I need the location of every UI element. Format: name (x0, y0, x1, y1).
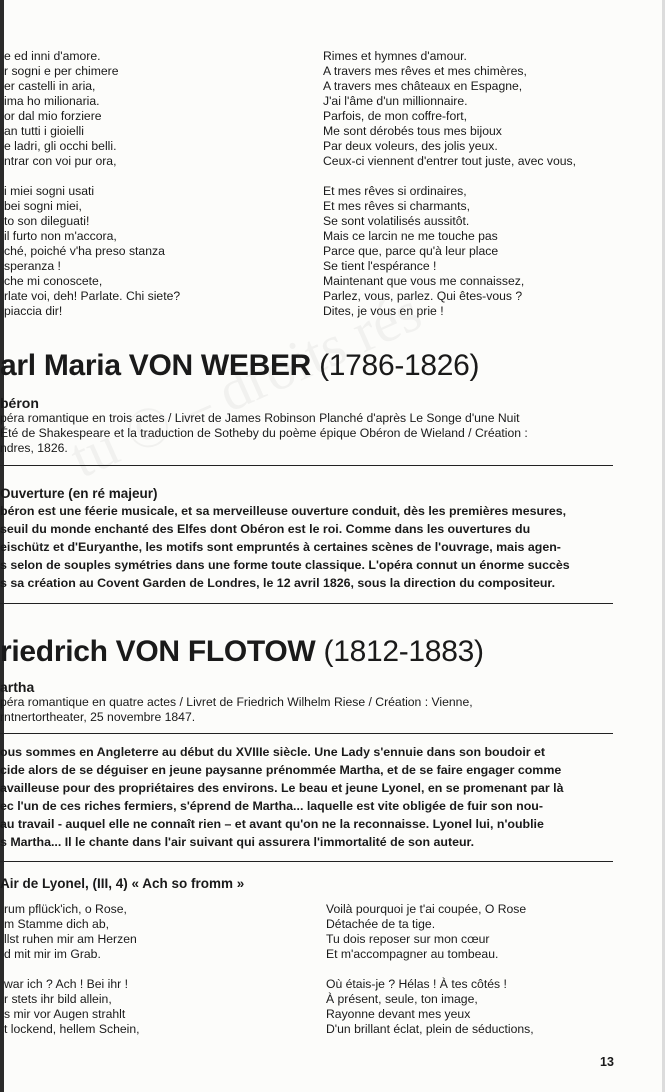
lyric-line: Détachée de ta tige. (326, 917, 436, 931)
lyric-line: J'ai l'âme d'un millionnaire. (323, 94, 468, 108)
lyric-line: Me sont dérobés tous mes bijoux (323, 124, 502, 138)
composer-dates: (1786-1826) (319, 349, 480, 382)
paragraph-line: béron est une féerie musicale, et sa merveilleuse ouverture conduit, dès les premières mesures, (0, 504, 567, 518)
paragraph-line: availleuse pour des propriétaires des environs. Le beau et jeune Lyonel, en se promenant par là (0, 781, 564, 795)
work-title-oberon: béron (0, 395, 39, 411)
lyric-line: to son dileguati! (4, 214, 90, 228)
lyric-line: war ich ? Ach ! Bei ihr ! (4, 977, 128, 991)
lyric-line: ché, poiché v'ha preso stanza (4, 244, 165, 258)
info-line: ndres, 1826. (0, 441, 68, 455)
composer-name: arl Maria VON WEBER (0, 349, 312, 382)
lyrics-top-french (323, 49, 576, 319)
lyric-line: ima ho milionaria. (4, 94, 100, 108)
lyric-line: Rimes et hymnes d'amour. (323, 49, 467, 63)
lyric-line: Et mes rêves si ordinaires, (323, 184, 467, 198)
lyric-line: che mi conoscete, (4, 274, 103, 288)
lyric-line: ntrar con voi pur ora, (4, 154, 117, 168)
lyric-line: or dal mio forziere (4, 109, 102, 123)
work-info-oberon (0, 411, 615, 456)
lyric-line: e ladri, gli occhi belli. (4, 139, 117, 153)
lyric-line: d mit mir im Grab. (4, 947, 101, 961)
lyric-line (4, 169, 180, 184)
lyric-line: Et m'accompagner au tombeau. (326, 947, 499, 961)
lyrics-bottom-french (326, 902, 534, 1037)
lyric-line: il furto non m'accora, (4, 229, 117, 243)
lyric-line: Parce que, parce qu'à leur place (323, 244, 499, 258)
section-divider (0, 861, 613, 862)
composer-heading-weber (0, 348, 479, 384)
lyric-line: Voilà pourquoi je t'ai coupée, O Rose (326, 902, 527, 916)
paragraph-line: au travail - auquel elle ne connaît rien – et avant qu'on ne la reconnaisse. Lyonel lui, n'oublie (0, 817, 544, 831)
lyrics-bottom-german (4, 902, 140, 1037)
lyric-line: speranza ! (4, 259, 61, 273)
info-line-text: péra romantique en trois actes / Livret de James Robinson Planché d'après Le Songe d'une Nuit (0, 411, 520, 425)
info-line: Été de Shakespeare et la traduction de Sotheby du poème épique Obéron de Wieland / Création : (0, 426, 528, 440)
description-martha (0, 743, 613, 851)
lyric-line (323, 169, 576, 184)
paragraph-line: eischütz et d'Euryanthe, les motifs sont empruntés à certaines scènes de l'ouvrage, mais agen- (0, 540, 561, 554)
section-divider (0, 603, 613, 604)
paragraph-line: s Martha... Il le chante dans l'air suivant qui assurera l'immortalité de son auteur. (0, 835, 475, 849)
composer-heading-flotow (0, 634, 484, 670)
paragraph-line: cide alors de se déguiser en jeune paysanne prénommée Martha, et de se faire engager comme (0, 763, 562, 777)
lyric-line: A travers mes châteaux en Espagne, (323, 79, 523, 93)
description-oberon (0, 502, 613, 592)
lyric-line: Et mes rêves si charmants, (323, 199, 470, 213)
section-divider (0, 733, 613, 734)
lyric-line: llst ruhen mir am Herzen (4, 932, 137, 946)
lyric-line: Mais ce larcin ne me touche pas (323, 229, 498, 243)
lyric-line: Parfois, de mon coffre-fort, (323, 109, 468, 123)
lyric-line: Où étais-je ? Hélas ! À tes côtés ! (326, 977, 507, 991)
lyric-line: Parlez, vous, parlez. Qui êtes-vous ? (323, 289, 523, 303)
lyric-line: rum pflück'ich, o Rose, (4, 902, 127, 916)
lyric-line: Dites, je vous en prie ! (323, 304, 444, 318)
info-line: péra romantique en quatre actes / Livret de Friedrich Wilhelm Riese / Création : Vienne, (0, 695, 473, 709)
lyric-line: m Stamme dich ab, (4, 917, 109, 931)
page-number: 13 (600, 1055, 614, 1069)
lyric-line: D'un brillant éclat, plein de séductions, (326, 1022, 534, 1036)
paragraph-line: s selon de souples symétries dans une forme toute classique. L'opéra connut un énorme succès (0, 558, 570, 572)
paragraph-line: seuil du monde enchanté des Elfes dont Obéron est le roi. Comme dans les ouvertures du (0, 522, 531, 536)
lyric-line: t lockend, hellem Schein, (4, 1022, 140, 1036)
lyric-line: Se tient l'espérance ! (323, 259, 437, 273)
lyric-line (326, 962, 534, 977)
lyric-line: i miei sogni usati (4, 184, 95, 198)
piece-title-ouverture: Ouverture (en ré majeur) (0, 486, 158, 501)
lyric-line: Par deux voleurs, des jolis yeux. (323, 139, 498, 153)
lyric-line: er castelli in aria, (4, 79, 96, 93)
paragraph-line: ec l'un de ces riches fermiers, s'éprend de Martha... laquelle est vite obligée de fuir son nou- (0, 799, 543, 813)
lyric-line: Ceux-ci viennent d'entrer tout juste, avec vous, (323, 154, 576, 168)
lyric-line: an tutti i gioielli (4, 124, 84, 138)
lyric-line: rlate voi, deh! Parlate. Chi siete? (4, 289, 181, 303)
composer-dates: (1812-1883) (323, 635, 484, 668)
composer-name: riedrich VON FLOTOW (0, 635, 316, 668)
lyric-line: e ed inni d'amore. (4, 49, 101, 63)
paragraph-line: ous sommes en Angleterre au début du XVIIIe siècle. Une Lady s'ennuie dans son boudoir et (0, 745, 546, 759)
section-divider (0, 465, 613, 466)
lyric-line: Rayonne devant mes yeux (326, 1007, 471, 1021)
paragraph-line: s sa création au Covent Garden de Londres, le 12 avril 1826, sous la direction du compositeur. (0, 576, 556, 590)
info-line: rntnertortheater, 25 novembre 1847. (0, 710, 196, 724)
piece-title-air-de-lyonel: Air de Lyonel, (III, 4) « Ach so fromm » (0, 876, 245, 891)
lyric-line: Maintenant que vous me connaissez, (323, 274, 525, 288)
work-title-martha: artha (0, 679, 35, 695)
info-line (0, 411, 615, 426)
lyric-line: piaccia dir! (4, 304, 63, 318)
lyric-line (4, 962, 140, 977)
lyrics-top-italian (4, 49, 180, 319)
lyric-line: À présent, seule, ton image, (326, 992, 478, 1006)
lyric-line: A travers mes rêves et mes chimères, (323, 64, 527, 78)
lyric-line: Tu dois reposer sur mon cœur (326, 932, 490, 946)
lyric-line: r stets ihr bild allein, (4, 992, 112, 1006)
lyric-line: bei sogni miei, (4, 199, 82, 213)
lyric-line: Se sont volatilisés aussitôt. (323, 214, 470, 228)
lyric-line: r sogni e per chimere (4, 64, 119, 78)
work-info-martha (0, 695, 615, 725)
lyric-line: s mir vor Augen strahlt (4, 1007, 126, 1021)
